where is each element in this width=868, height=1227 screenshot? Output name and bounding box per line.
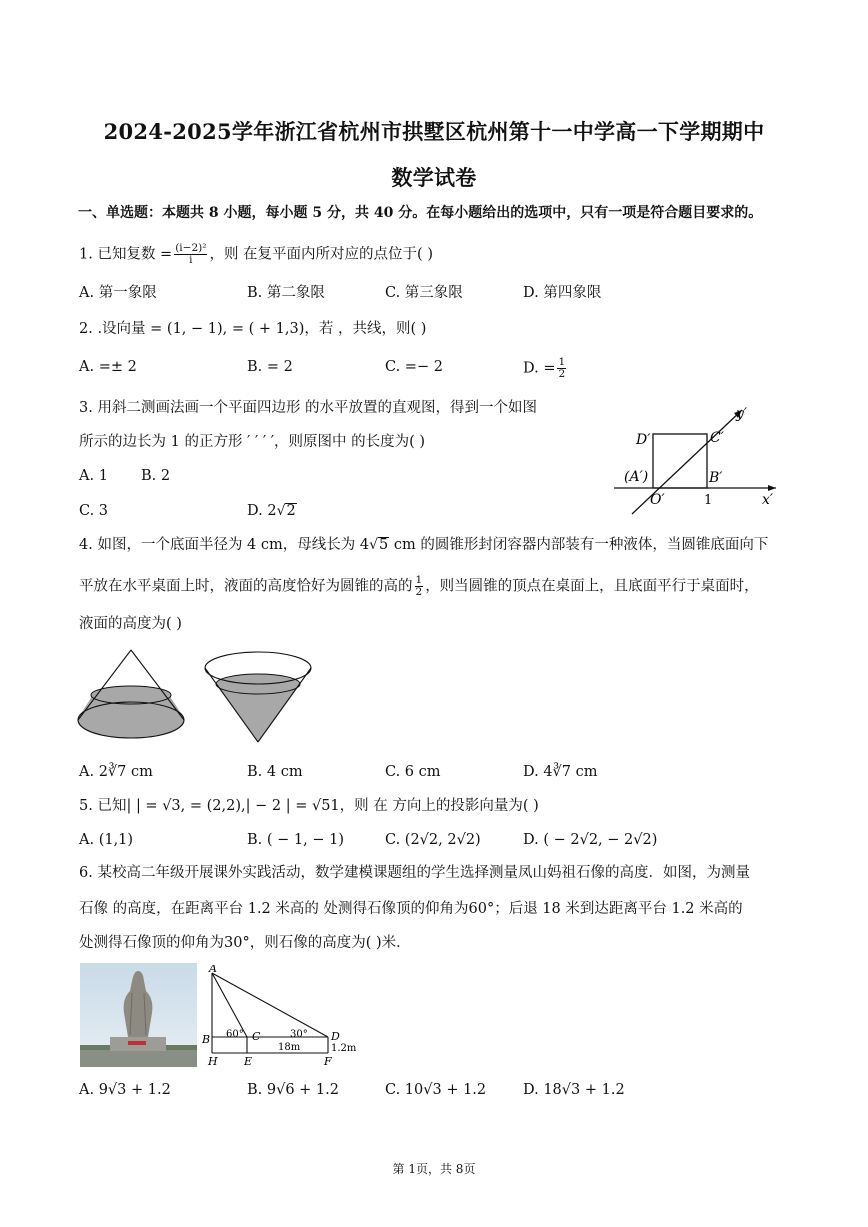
q4-cones-figure xyxy=(76,646,316,746)
q2-d-num: 1 xyxy=(558,356,566,368)
q3-label-a: (A′) xyxy=(624,469,649,485)
q1-option-d: D. 第四象限 xyxy=(523,285,602,301)
question-6-line3: 处测得石像顶的仰角为30°，则石像的高度为( )米． xyxy=(79,935,411,951)
q3-y-axis xyxy=(632,410,742,514)
q4-line1-b: cm 的圆锥形封闭容器内部装有一种液体，当圆锥底面向下 xyxy=(389,537,769,553)
q5-option-c: C. (2√2, 2√2) xyxy=(385,832,481,848)
q1-prefix: 1. 已知复数 = xyxy=(79,246,173,263)
q4-line2-b: ，则当圆锥的顶点在桌面上，且底面平行于桌面时， xyxy=(425,578,759,595)
q2-option-d-label: D. = xyxy=(523,360,556,377)
q6-label-1-2m: 1.2m xyxy=(331,1043,357,1054)
q4-cone1-surface xyxy=(91,686,171,704)
q6-statue-photo xyxy=(80,963,197,1067)
q4-frac-num: 1 xyxy=(415,574,423,586)
q6-label-d: D xyxy=(331,1030,340,1043)
q6-elevation-figure xyxy=(200,965,370,1069)
q1-suffix: ，则 在复平面内所对应的点位于( ) xyxy=(209,246,433,263)
q4-line1-sqrt: 5 xyxy=(379,537,389,553)
q2-option-c: C. =− 2 xyxy=(385,359,443,375)
question-2: 2. .设向量 = (1, − 1), = ( + 1,3)，若 ，共线，则( ) xyxy=(79,321,427,337)
question-4-line1: 4. 如图，一个底面半径为 4 cm，母线长为 4√5 cm 的圆锥形封闭容器内部装有一种液体，当圆锥底面向下 xyxy=(79,537,769,553)
q1-frac-den: i xyxy=(189,254,193,266)
q6-label-f: F xyxy=(324,1055,332,1068)
question-3-line2: 所示的边长为 1 的正方形 ′ ′ ′ ′，则原图中 的长度为( ) xyxy=(79,434,426,450)
q2-option-a: A. =± 2 xyxy=(79,359,137,375)
q6-label-angle60: 60° xyxy=(226,1029,244,1040)
q6-label-b: B xyxy=(202,1033,211,1046)
q4-cone2-base xyxy=(205,652,311,684)
exam-title-line1: 2024-2025学年浙江省杭州市拱墅区杭州第十一中学高一下学期期中 xyxy=(103,119,765,144)
q4-option-c: C. 6 cm xyxy=(385,764,441,780)
q6-option-a: A. 9√3 + 1.2 xyxy=(79,1082,171,1098)
q3-label-y: y′ xyxy=(736,406,748,422)
question-3-line1: 3. 用斜二测画法画一个平面四边形 的水平放置的直观图，得到一个如图 xyxy=(79,400,538,416)
question-6-line2: 石像 的高度，在距离平台 1.2 米高的 处测得石像顶的仰角为60°；后退 18 米到达距离平台 1.2 米高的 xyxy=(79,901,743,917)
q6-label-c: C xyxy=(252,1030,261,1043)
q4-fraction xyxy=(415,575,424,598)
q3-option-b: B. 2 xyxy=(141,468,171,484)
q4-line1-a: 4. 如图，一个底面半径为 4 cm，母线长为 4 xyxy=(79,537,370,553)
question-5: 5. 已知| | = √3, = (2,2),| − 2 | = √51，则 在 方向上的投影向量为( ) xyxy=(79,798,539,814)
q6-label-18m: 18m xyxy=(278,1042,301,1053)
q6-label-e: E xyxy=(244,1055,253,1068)
section-heading: 一、单选题：本题共 8 小题，每小题 5 分，共 40 分。在每小题给出的选项中，只有一项是符合题目要求的。 xyxy=(78,205,763,221)
q6-option-b: B. 9√6 + 1.2 xyxy=(247,1082,339,1098)
q4-frac-den: 2 xyxy=(415,586,423,598)
q3-option-a: A. 1 xyxy=(79,468,108,484)
q1-fraction xyxy=(174,243,207,266)
q4-option-a: A. 2∛7 cm xyxy=(79,764,153,780)
q6-option-d: D. 18√3 + 1.2 xyxy=(523,1082,625,1098)
q6-option-c: C. 10√3 + 1.2 xyxy=(385,1082,487,1098)
q3-label-d: D′ xyxy=(636,432,651,448)
q3-label-x: x′ xyxy=(762,492,774,508)
q4-line2-a: 平放在水平桌面上时，液面的高度恰好为圆锥的高的 xyxy=(79,578,413,595)
q2-option-d xyxy=(523,357,568,380)
q3-label-o: O′ xyxy=(650,492,665,508)
q5-option-a: A. (1,1) xyxy=(79,832,134,848)
exam-title-line2: 数学试卷 xyxy=(391,165,477,190)
q3-label-b: B′ xyxy=(709,470,723,486)
q3-option-c: C. 3 xyxy=(79,503,109,519)
page-footer: 第 1页，共 8页 xyxy=(392,1162,476,1176)
q6-label-h: H xyxy=(208,1055,218,1068)
q3-square xyxy=(653,434,707,488)
question-4-line2 xyxy=(79,575,759,598)
q1-option-c: C. 第三象限 xyxy=(385,285,463,301)
q6-label-a: A xyxy=(209,965,217,975)
q3-option-d-sqrt: 2 xyxy=(286,503,296,519)
question-6-line1: 6. 某校高二年级开展课外实践活动，数学建模课题组的学生选择测量凤山妈祖石像的高度．如图，为测量 xyxy=(79,865,750,881)
q2-option-d-fraction xyxy=(557,357,566,380)
q1-option-b: B. 第二象限 xyxy=(247,285,325,301)
q2-option-b: B. = 2 xyxy=(247,359,293,375)
q6-label-angle30: 30° xyxy=(290,1029,308,1040)
q3-oblique-figure xyxy=(608,398,784,520)
q5-option-d: D. ( − 2√2, − 2√2) xyxy=(523,832,658,848)
question-4-line3: 液面的高度为( ) xyxy=(79,616,182,632)
q5-option-b: B. ( − 1, − 1) xyxy=(247,832,344,848)
q2-d-den: 2 xyxy=(558,368,566,380)
q3-label-c: C′ xyxy=(710,430,724,446)
q3-label-one: 1 xyxy=(704,493,713,508)
q4-option-d: D. 4∛7 cm xyxy=(523,764,598,780)
q4-option-b: B. 4 cm xyxy=(247,764,303,780)
question-1 xyxy=(79,243,433,266)
q1-frac-num: (i−2)² xyxy=(175,242,207,254)
q1-option-a: A. 第一象限 xyxy=(79,285,157,301)
q3-x-arrow xyxy=(768,485,776,491)
q3-option-d-label: D. 2 xyxy=(247,503,277,519)
q3-option-d: D. 2√2 xyxy=(247,503,296,519)
